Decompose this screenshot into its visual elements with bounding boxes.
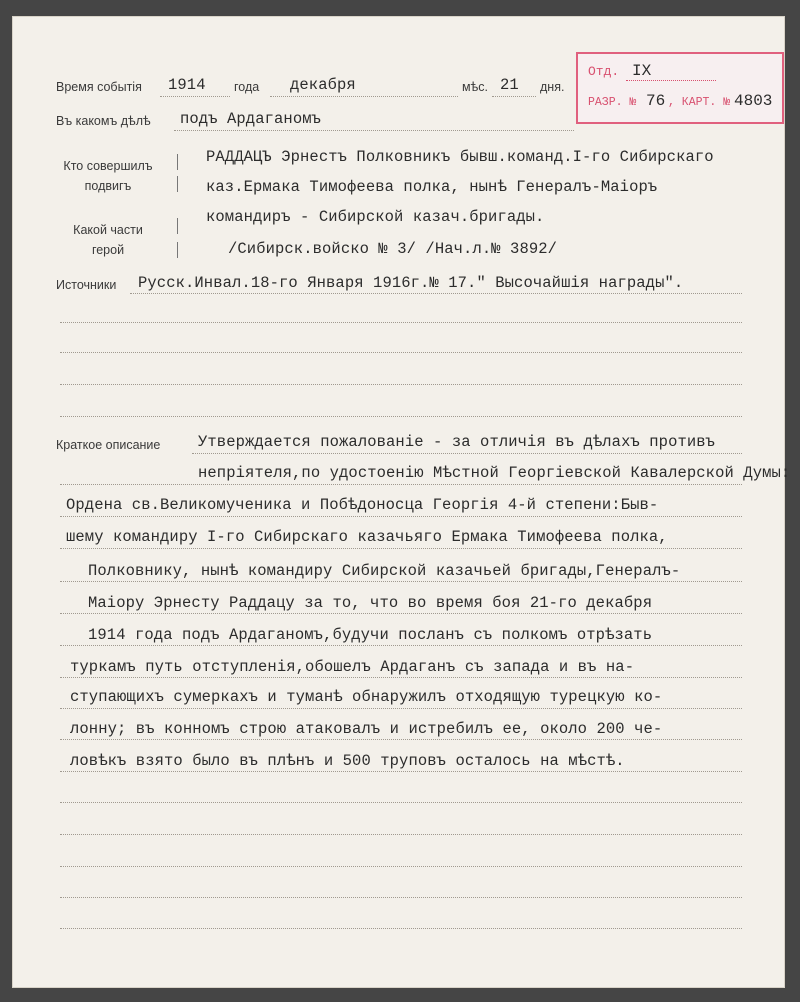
sources-line: [130, 293, 742, 294]
event-year: 1914: [168, 76, 206, 94]
stamp-kart-label: , КАРТ. №: [668, 96, 731, 109]
month-line: [270, 96, 458, 97]
record-card: [12, 16, 791, 988]
battle-line: [174, 130, 574, 131]
stamp-otd-label: Отд.: [588, 64, 620, 79]
year-line: [160, 96, 230, 97]
unit-line-2: /Сибирск.войско № 3/ /Нач.л.№ 3892/: [228, 240, 558, 258]
day-label: дня.: [540, 80, 565, 94]
description-line: туркамъ путь отступленія,обошелъ Ардаганъ съ запада и въ на-: [70, 658, 635, 676]
description-line: лонну; въ конномъ строю атаковалъ и истребилъ ее, около 200 че-: [70, 720, 663, 738]
event-month: декабря: [290, 76, 356, 94]
description-line: Полковнику, нынѣ командиру Сибирской казачьей бригады,Генералъ-: [88, 562, 681, 580]
stamp-otd-value: IX: [632, 62, 652, 80]
stamp-kart-value: 4803: [734, 92, 773, 110]
year-label: года: [234, 80, 260, 94]
description-line: шему командиру I-го Сибирскаго казачьяго Ермака Тимофеева полка,: [66, 528, 668, 546]
hero-label: Кто совершилъ подвигъ: [63, 159, 153, 193]
description-line: Маіору Эрнесту Раддацу за то, что во время боя 21-го декабря: [88, 594, 653, 612]
description-line: непріятеля,по удостоенію Мѣстной Георгіевской Кавалерской Думы:: [198, 464, 791, 482]
description-line: 1914 года подъ Ардаганомъ,будучи посланъ съ полкомъ отрѣзать: [88, 626, 653, 644]
day-line: [492, 96, 536, 97]
archive-stamp: [576, 52, 784, 124]
stamp-razr-value: 76: [646, 92, 666, 110]
description-line: Утверждается пожалованіе - за отличія въ дѣлахъ противъ: [198, 433, 716, 451]
battle-label: Въ какомъ дѣлѣ: [56, 114, 151, 128]
sources-value: Русск.Инвал.18-го Января 1916г.№ 17." Высочайшія награды".: [138, 274, 684, 292]
unit-label: Какой части герой: [73, 223, 143, 257]
event-time-label: Время событія: [56, 80, 142, 94]
month-label: мѣс.: [462, 80, 488, 94]
battle-value: подъ Ардаганомъ: [180, 110, 322, 128]
hero-line-1: РАДДАЦЪ Эрнестъ Полковникъ бывш.команд.I-го Сибирскаго: [206, 148, 714, 166]
description-line: ловѣкъ взято было въ плѣнъ и 500 труповъ осталось на мѣстѣ.: [70, 752, 625, 770]
description-line: Ордена св.Великомученика и Побѣдоносца Георгія 4-й степени:Быв-: [66, 496, 659, 514]
stamp-razr-label: РАЗР. №: [588, 96, 637, 109]
hero-line-2: каз.Ермака Тимофеева полка, нынѣ Генералъ-Маіоръ: [206, 178, 658, 196]
description-line: ступающихъ сумеркахъ и туманѣ обнаружилъ отходящую турецкую ко-: [70, 688, 663, 706]
event-day: 21: [500, 76, 519, 94]
unit-line-1: командиръ - Сибирской казач.бригады.: [206, 208, 545, 226]
sources-label: Источники: [56, 278, 117, 292]
description-label: Краткое описание: [56, 438, 161, 452]
